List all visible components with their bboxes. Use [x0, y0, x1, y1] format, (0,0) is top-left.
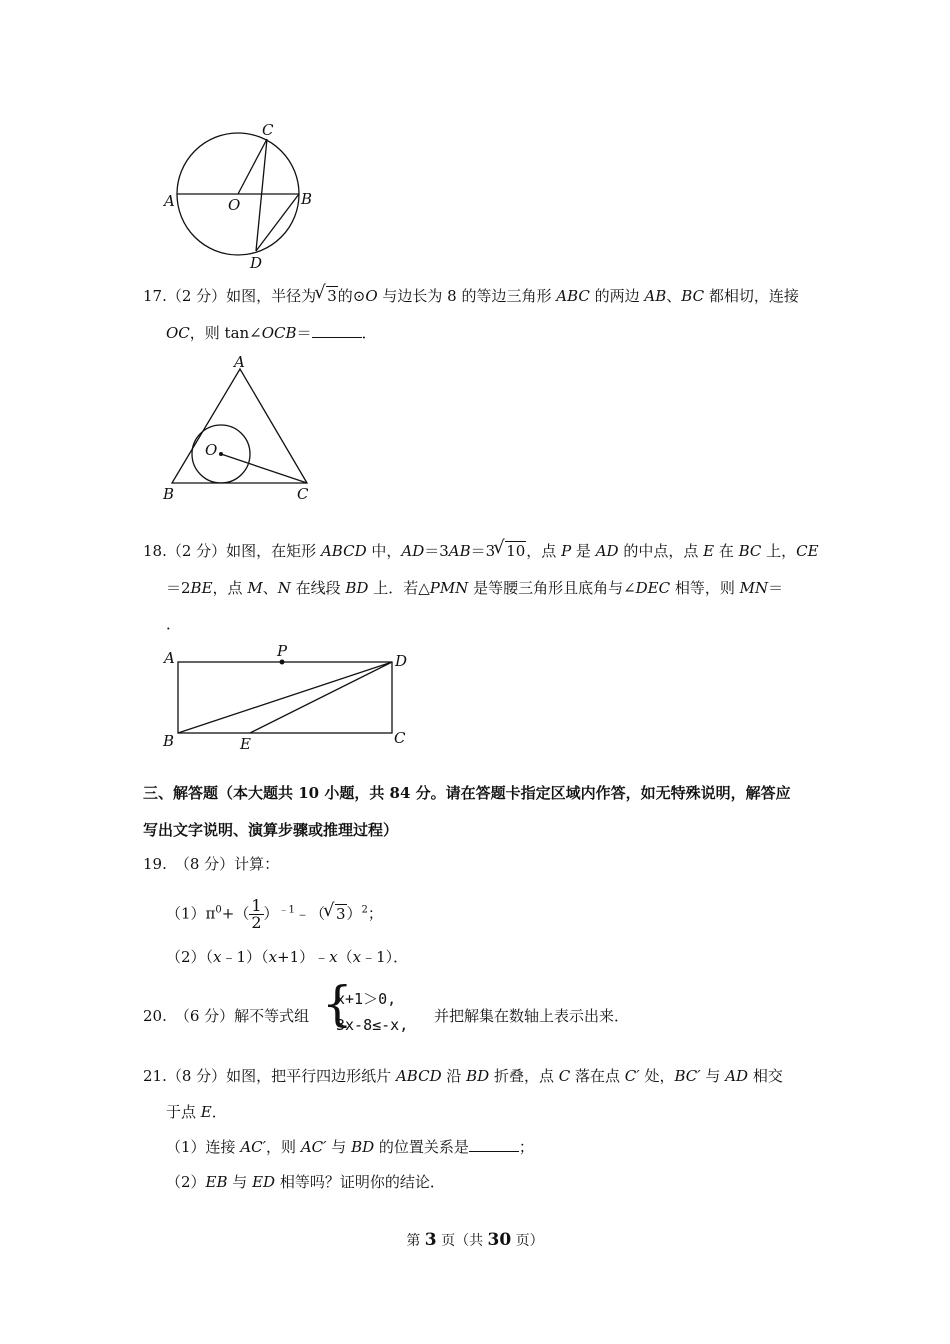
- inequality-system: [322, 976, 432, 1042]
- label-c: C: [297, 485, 309, 503]
- q19-part1: $(1)\pi^0+$（ $\frac{1}{2}$ ）$^{﹣1}$﹣（√ 3）$^2$；: [166, 898, 383, 931]
- section-heading-cont: 写出文字说明、演算步骤或推理过程）: [143, 821, 399, 839]
- question-score: （2 分）: [166, 287, 227, 305]
- q21-part1: （1）连接 AC′，则 AC′ 与 BD 的位置关系是 ；: [166, 1138, 534, 1156]
- fraction-one-half: $\frac{1}{2}$: [251, 896, 262, 932]
- label-e: E: [240, 735, 251, 753]
- label-b: B: [163, 732, 175, 750]
- q18-line1: 18.（2 分）如图，在矩形 ABCD 中，AD＝3AB＝3√ 10，点 P 是 AD 的中点，点 E 在 BC 上，CE: [143, 541, 819, 561]
- sqrt-10: √ 10: [495, 541, 526, 561]
- q21-part2: （2）EB 与 ED 相等吗？证明你的结论．: [166, 1173, 445, 1191]
- question-number: 21.: [143, 1067, 167, 1085]
- answer-blank: [469, 1137, 519, 1152]
- rectangle-figure: [155, 640, 425, 755]
- sqrt-3: √ 3: [316, 286, 338, 306]
- segment-bd: [178, 662, 392, 733]
- label-a: A: [164, 192, 175, 210]
- point-p: [280, 660, 285, 665]
- q20-line: 20. （6 分）解不等式组: [143, 1007, 310, 1025]
- label-a: A: [234, 353, 245, 371]
- q17-line1: 17.（2 分）如图，半径为√ 3的⊙O 与边长为 8 的等边三角形 ABC 的两边 AB、BC 都相切，连接: [143, 286, 799, 306]
- segment-oc: [221, 454, 307, 483]
- inequality-2: 3x-8≤-x,: [336, 1016, 409, 1034]
- question-score: （2 分）: [166, 542, 227, 560]
- label-p: P: [277, 642, 288, 660]
- triangle-abc: [172, 369, 307, 483]
- label-c: C: [262, 121, 274, 139]
- q18-line3: ．: [166, 615, 182, 633]
- question-score: （8 分）: [174, 855, 235, 873]
- label-o: O: [228, 196, 241, 214]
- label-d: D: [250, 254, 263, 272]
- question-score: （6 分）: [174, 1007, 235, 1025]
- question-number: 20.: [143, 1007, 167, 1025]
- answer-blank: [312, 323, 362, 338]
- circle-figure: [150, 115, 330, 275]
- q18-line2: ＝2BE，点 M、N 在线段 BD 上．若△PMN 是等腰三角形且底角与∠DEC 相等，则 MN＝: [166, 579, 784, 597]
- label-c: C: [394, 729, 406, 747]
- label-d: D: [395, 652, 408, 670]
- question-number: 19.: [143, 855, 167, 873]
- q19-part2: （2）（x﹣1）（x+1）﹣x（x﹣1）．: [166, 948, 409, 966]
- q21-line2: 于点 E．: [166, 1103, 227, 1121]
- question-score: （8 分）: [166, 1067, 227, 1085]
- section-heading: 三、解答题（本大题共 10 小题，共 84 分。请在答题卡指定区域内作答，如无特殊说明，解答应: [143, 784, 791, 802]
- page-footer: 第 3 页（共 30 页）: [406, 1230, 544, 1250]
- q17-line2: OC，则 tan∠OCB＝ ．: [166, 324, 377, 342]
- q20-line-cont: 并把解集在数轴上表示出来．: [434, 1007, 630, 1025]
- question-number: 17.: [143, 287, 167, 305]
- page-number: 3: [424, 1230, 437, 1250]
- label-o: O: [205, 441, 218, 459]
- q19-title: 19. （8 分）计算：: [143, 855, 280, 873]
- triangle-figure: [155, 352, 325, 504]
- q21-line1: 21.（8 分）如图，把平行四边形纸片 ABCD 沿 BD 折叠，点 C 落在点 C′ 处，BC′ 与 AD 相交: [143, 1067, 783, 1085]
- total-pages: 30: [487, 1230, 512, 1250]
- segment-ed: [250, 662, 392, 733]
- label-b: B: [301, 190, 313, 208]
- inequality-1: x+1＞0,: [336, 990, 397, 1008]
- label-b: B: [163, 485, 175, 503]
- center-dot: [219, 452, 223, 456]
- label-a: A: [164, 649, 175, 667]
- sqrt-3: √ 3: [325, 902, 347, 926]
- left-brace: {: [322, 976, 353, 1032]
- question-number: 18.: [143, 542, 167, 560]
